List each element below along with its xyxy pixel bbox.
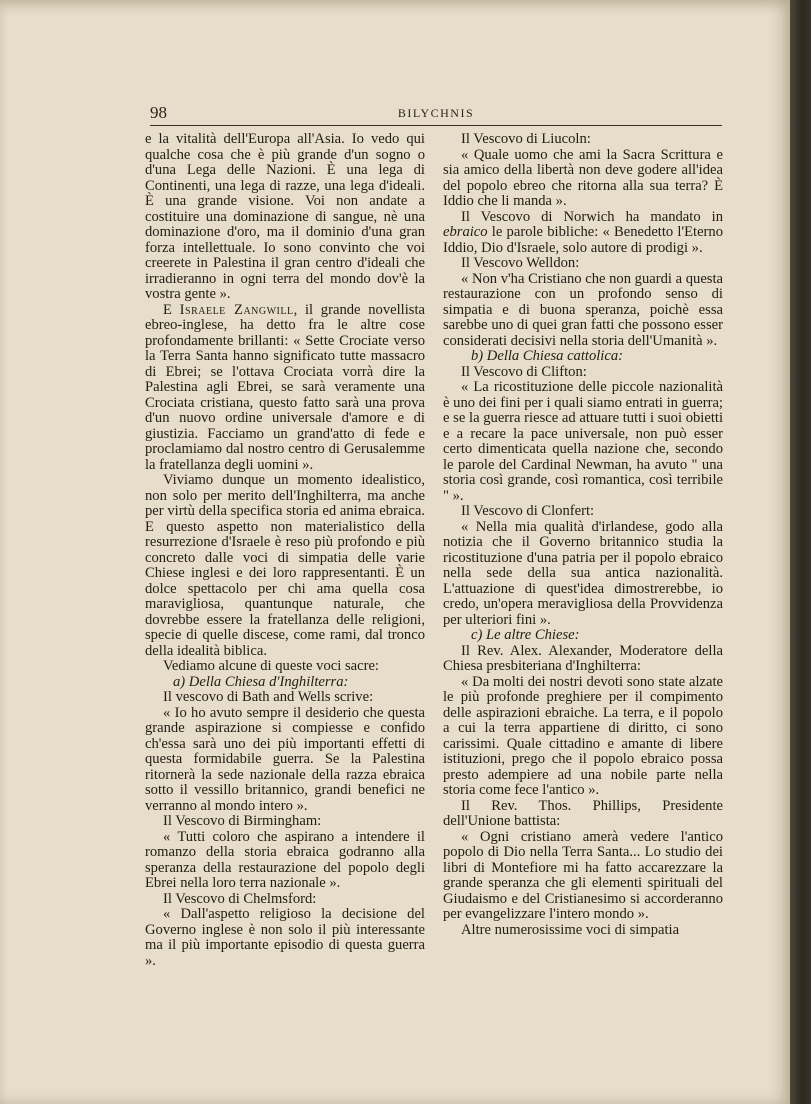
- section-heading: a) Della Chiesa d'Inghilterra:: [173, 673, 349, 690]
- quotation: « Dall'aspetto religioso la decisione del Governo inglese è non solo il più interessante ma il più importante episodio di questa guerra ».: [145, 906, 425, 969]
- quotation: « Io ho avuto sempre il desiderio che questa grande aspirazione si compiesse e confido ch'essa sarà uno dei più importanti effetti di questa formidabile guerra. Se la Palestina ritornerà la sede nazionale della razza ebraica sotto il vessillo britannico, grandi benefici ne verranno al mondo intero ».: [145, 704, 425, 814]
- paragraph: Viviamo dunque un momento idealistico, non solo per merito dell'Inghilterra, ma anche per virtù della specifica storia ed anima ebraica. E questo aspetto non materialistico della resurrezione d'Israele è reso più profondo e più concreto dalle voci di simpatia delle varie Chiese inglesi e dei loro rappresentanti. È un dolce spettacolo per chi ama quella cosa maravigliosa, quantunque naturale, che dovrebbe essere la fratellanza delle religioni, specie di quelle discese, come rami, dal tronco della idealità biblica.: [145, 472, 425, 659]
- quotation: « Tutti coloro che aspirano a intendere il romanzo della storia ebraica godranno alla speranza della restaurazione del popolo degli Ebrei nella loro terra nazionale ».: [145, 828, 425, 891]
- book-edge: [790, 0, 811, 1104]
- text-fragment: E: [163, 301, 180, 318]
- emphasis: ebraico: [443, 224, 488, 240]
- paragraph: Il Vescovo di Clifton:: [461, 363, 587, 380]
- quotation: « Ogni cristiano amerà vedere l'antico popolo di Dio nella Terra Santa... Lo studio dei libri di Montefiore mi ha fatto accarezzare la grande speranza che gli elementi spirituali del Giudaismo e del Cristianesimo si accorderanno per evangelizzare l'intero mondo ».: [443, 828, 723, 922]
- section-heading: b) Della Chiesa cattolica:: [471, 348, 623, 364]
- paragraph: Il vescovo di Bath and Wells scrive:: [163, 689, 374, 705]
- page-number: 98: [150, 103, 167, 122]
- quotation: « La ricostituzione delle piccole nazionalità è uno dei fini per i quali siamo entrati in guerra; e se la guerra riesce ad attuare tutti i suoi obietti e a recare la pace universale, non può esser certo dimenticata quella nazione che, secondo le parole del Cardinal Newman, ha avuto " una storia così grande, così romantica, così terribile " ».: [443, 379, 723, 504]
- right-column: [443, 132, 723, 938]
- paragraph: Il Rev. Alex. Alexander, Moderatore della Chiesa presbiteriana d'Inghilterra:: [443, 642, 723, 674]
- running-head: BILYCHNIS: [397, 106, 475, 120]
- quotation: « Da molti dei nostri devoti sono state alzate le più profonde preghiere per il compimento delle aspirazioni ebraiche. La terra, e il popolo a cui la terra appartiene di diritto, ci sono carissimi. Quale cittadino e amante di libere istituzioni, prego che il popolo ebraico possa presto adempiere ad una nobile parte nella storia come fece l'antico ».: [443, 673, 723, 798]
- paragraph-zangwill: [145, 303, 425, 474]
- paragraph: Il Vescovo Welldon:: [461, 255, 580, 271]
- paragraph-norwich: [443, 210, 723, 257]
- paragraph: Il Vescovo di Clonfert:: [461, 503, 595, 519]
- text-fragment: le parole bibliche: « Benedetto l'Eterno Iddio, Dio d'Israele, solo autore di prodigi ».: [443, 224, 723, 256]
- quotation: « Quale uomo che ami la Sacra Scrittura e sia amico della libertà non deve godere all'idea del popolo ebreo che ritorna alla sua terra? È Iddio che li manda ».: [443, 146, 723, 209]
- section-heading: c) Le altre Chiese:: [471, 627, 580, 643]
- text-fragment: Il Vescovo di Norwich ha mandato in: [461, 208, 723, 225]
- author-name: Israele Zangwill: [179, 301, 294, 318]
- quotation: « Non v'ha Cristiano che non guardi a questa restaurazione con un profondo senso di simpatia e di buona speranza, poichè essa sarebbe uno di quei gran fatti che possono esser considerati decisivi nella storia dell'Umanità ».: [443, 270, 724, 349]
- paragraph: Il Vescovo di Chelmsford:: [163, 890, 317, 907]
- paragraph: Il Vescovo di Liucoln:: [461, 131, 591, 147]
- page-header: [150, 103, 722, 126]
- text-fragment: , il grande novellista ebreo-inglese, ha detto fra le altre cose profondamente brillanti: « Sette Crociate verso la Terra Santa hanno significato tutte massacro di Ebrei; se l'ottava Crociata vorrà dire la Palestina agli Ebrei, se sarà veramente una Crociata cristiana, questo fatto sarà una prova d'un nuovo ordine universale d'amore e di giustizia. Facciamo un grand'atto di fede e proclamiamo dal nostro centro di Gerusalemme la fratellanza degli uomini ».: [145, 301, 425, 473]
- quotation: « Nella mia qualità d'irlandese, godo alla notizia che il Governo britannico studia la ricostituzione d'una patria per il popolo ebraico nella sede della sua antica nazionalità. L'attuazione di quest'idea dimostrerebbe, io credo, un'opera meravigliosa della Provvidenza per ulteriori fini ».: [443, 518, 723, 628]
- paragraph: Vediamo alcune di queste voci sacre:: [163, 658, 379, 674]
- paragraph: Il Vescovo di Birmingham:: [163, 813, 322, 829]
- paragraph: e la vitalità dell'Europa all'Asia. Io vedo qui qualche cosa che è più grande d'un sogno o d'una Lega delle Nazioni. È una lega di Continenti, una lega di razze, una lega d'ideali. È una grande visione. Voi non andate a costituire una dominazione di sangue, nè una dominazione d'oro, ma il dominio d'una gran forza intellettuale. Io sono convinto che voi creerete in Palestina il gran centro d'ideali che irradieranno in ogni terra del mondo dov'è la vostra gente ».: [145, 131, 425, 302]
- left-column: [145, 132, 425, 969]
- paragraph: Altre numerosissime voci di simpatia: [461, 921, 680, 938]
- paragraph: Il Rev. Thos. Phillips, Presidente dell'Unione battista:: [443, 797, 723, 829]
